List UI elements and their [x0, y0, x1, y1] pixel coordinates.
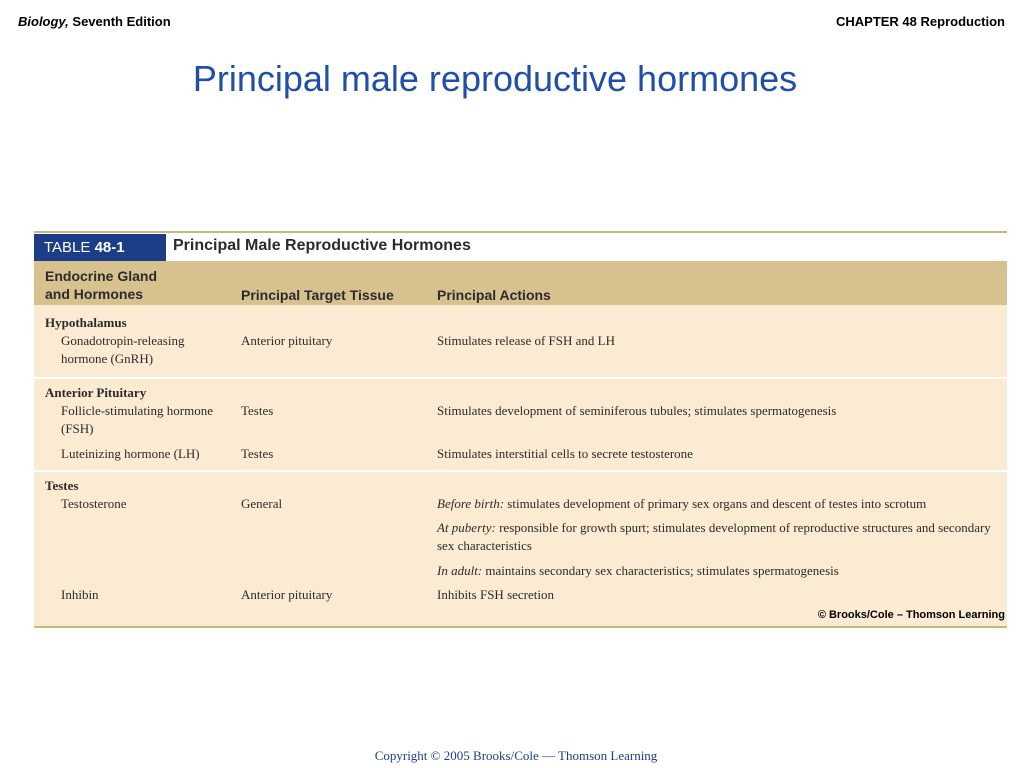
hormone-table [34, 231, 1007, 629]
hormone-name: Follicle-stimulating hormone (FSH) [61, 403, 214, 436]
section-anterior-pituitary [34, 379, 1007, 470]
action-stage-label: In adult: [437, 563, 483, 578]
principal-action: Inhibits FSH secretion [437, 587, 554, 602]
action-stage-text: stimulates development of primary sex organs and descent of testes into scrotum [504, 496, 927, 511]
copyright-footer: Copyright © 2005 Brooks/Cole — Thomson Learning [374, 748, 658, 763]
table-bottom-rule [34, 626, 1007, 628]
book-title: Biology, [18, 14, 69, 29]
gland-name: Anterior Pituitary [45, 385, 147, 400]
table-number-label [34, 234, 166, 261]
action-stage-text: maintains secondary sex characteristics; stimulates spermatogenesis [482, 563, 839, 578]
target-tissue: Anterior pituitary [241, 587, 333, 602]
principal-action: Stimulates interstitial cells to secrete testosterone [437, 446, 693, 461]
column-header-target: Principal Target Tissue [241, 287, 394, 303]
section-testes [34, 472, 1007, 626]
table-label-prefix: TABLE [44, 239, 95, 256]
action-stage-label: At puberty: [437, 520, 496, 535]
target-tissue: Testes [241, 403, 274, 418]
target-tissue: Anterior pituitary [241, 333, 333, 348]
principal-action [437, 495, 997, 513]
table-label-number: 48-1 [94, 239, 125, 256]
action-stage-label: Before birth: [437, 496, 505, 511]
column-header-gland [45, 267, 157, 303]
table-top-rule [34, 231, 1007, 233]
hormone-name: Gonadotropin-releasing hormone (GnRH) [61, 333, 185, 366]
target-tissue: General [241, 496, 283, 511]
hormone-name: Inhibin [61, 587, 99, 602]
gland-name: Testes [45, 478, 79, 493]
target-tissue: Testes [241, 446, 274, 461]
slide-title: Principal male reproductive hormones [192, 58, 798, 99]
section-hypothalamus [34, 305, 1007, 377]
chapter-header: CHAPTER 48 Reproduction [835, 14, 1005, 29]
book-edition: Seventh Edition [68, 14, 171, 29]
hormone-name: Luteinizing hormone (LH) [61, 446, 200, 461]
action-stage-text: responsible for growth spurt; stimulates development of reproductive structures and secondary sex characteristics [437, 520, 991, 553]
hormone-name: Testosterone [61, 496, 127, 511]
principal-action [437, 562, 997, 580]
image-credit: © Brooks/Cole – Thomson Learning [817, 609, 1005, 621]
table-caption: Principal Male Reproductive Hormones [173, 237, 471, 254]
principal-action: Stimulates development of seminiferous tubules; stimulates spermatogenesis [437, 403, 837, 418]
column-header-actions: Principal Actions [437, 287, 551, 303]
principal-action [437, 519, 997, 555]
book-header [18, 14, 171, 29]
gland-name: Hypothalamus [45, 315, 127, 330]
column-header-gland-line2: and Hormones [45, 286, 144, 302]
principal-action: Stimulates release of FSH and LH [437, 333, 615, 348]
column-header-gland-line1: Endocrine Gland [45, 268, 158, 284]
